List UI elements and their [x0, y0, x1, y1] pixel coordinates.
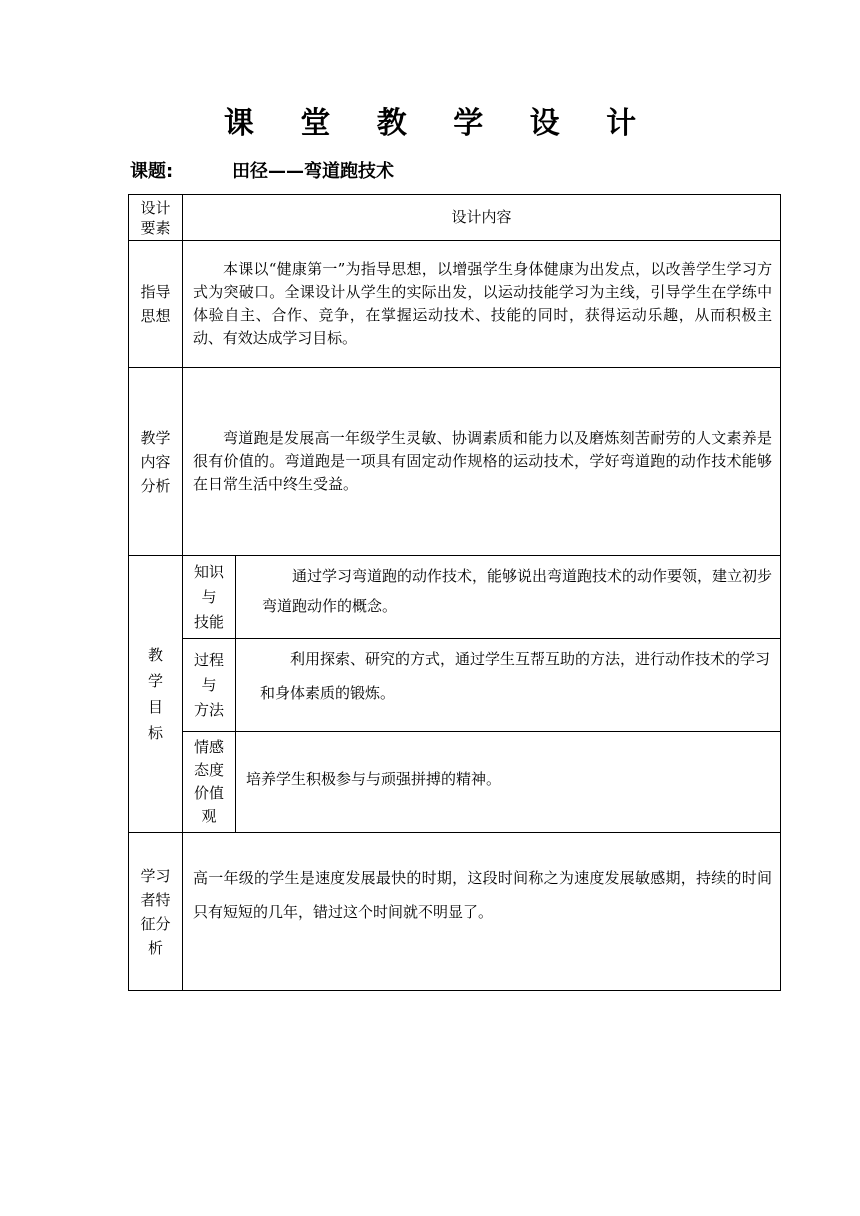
learner-text: 高一年级的学生是速度发展最快的时期，这段时间称之为速度发展敏感期，持续的时间只有短短的几年，错过这个时间就不明显了。 [193, 869, 772, 921]
lesson-subject [130, 160, 394, 184]
goal-process-content [236, 639, 780, 731]
subject-value: 田径——弯道跑技术 [232, 161, 394, 182]
subject-label: 课题: [130, 161, 174, 182]
goal-attitude-content [236, 732, 780, 832]
content-analysis-text: 弯道跑是发展高一年级学生灵敏、协调素质和能力以及磨炼刻苦耐劳的人文素养是很有价值的。弯道跑是一项具有固定动作规格的运动技术，学好弯道跑的动作技术能够在日常生活中终生受益。 [193, 429, 772, 493]
guiding-text: 本课以“健康第一”为指导思想，以增强学生身体健康为出发点，以改善学生学习方式为突破口。全课设计从学生的实际出发，以运动技能学习为主线，引导学生在学练中体验自主、合作、竞争，在掌握运动技术、技能的同时，获得运动乐趣，从而积极主动、有效达成学习目标。 [193, 260, 772, 347]
content-analysis-label: 教学 内容 分析 [140, 428, 171, 495]
guiding-label: 指导 思想 [140, 283, 171, 325]
goal-knowledge-content [236, 556, 780, 638]
header-element-cell: 设计 要素 [140, 198, 171, 237]
goal-knowledge-text: 通过学习弯道跑的动作技术，能够说出弯道跑技术的动作要领，建立初步弯道跑动作的概念。 [262, 567, 773, 615]
design-table [128, 194, 781, 991]
guiding-content [183, 241, 780, 367]
goals-label: 教 学 目 标 [147, 646, 163, 742]
goal-process-label: 过程 与 方法 [193, 650, 224, 719]
goal-knowledge-label: 知识 与 技能 [193, 562, 224, 631]
header-content-cell: 设计内容 [451, 208, 512, 226]
goal-attitude-text: 培养学生积极参与与顽强拼搏的精神。 [246, 770, 502, 788]
goal-process-text: 利用探索、研究的方式，通过学生互帮互助的方法，进行动作技术的学习和身体素质的锻炼。 [260, 650, 771, 702]
content-analysis-content [183, 368, 780, 555]
learner-label: 学习 者特 征分 析 [140, 866, 171, 957]
document-title: 课 堂 教 学 设 计 [223, 106, 655, 141]
goal-attitude-label: 情感 态度 价值 观 [193, 738, 224, 825]
learner-content [183, 833, 780, 990]
